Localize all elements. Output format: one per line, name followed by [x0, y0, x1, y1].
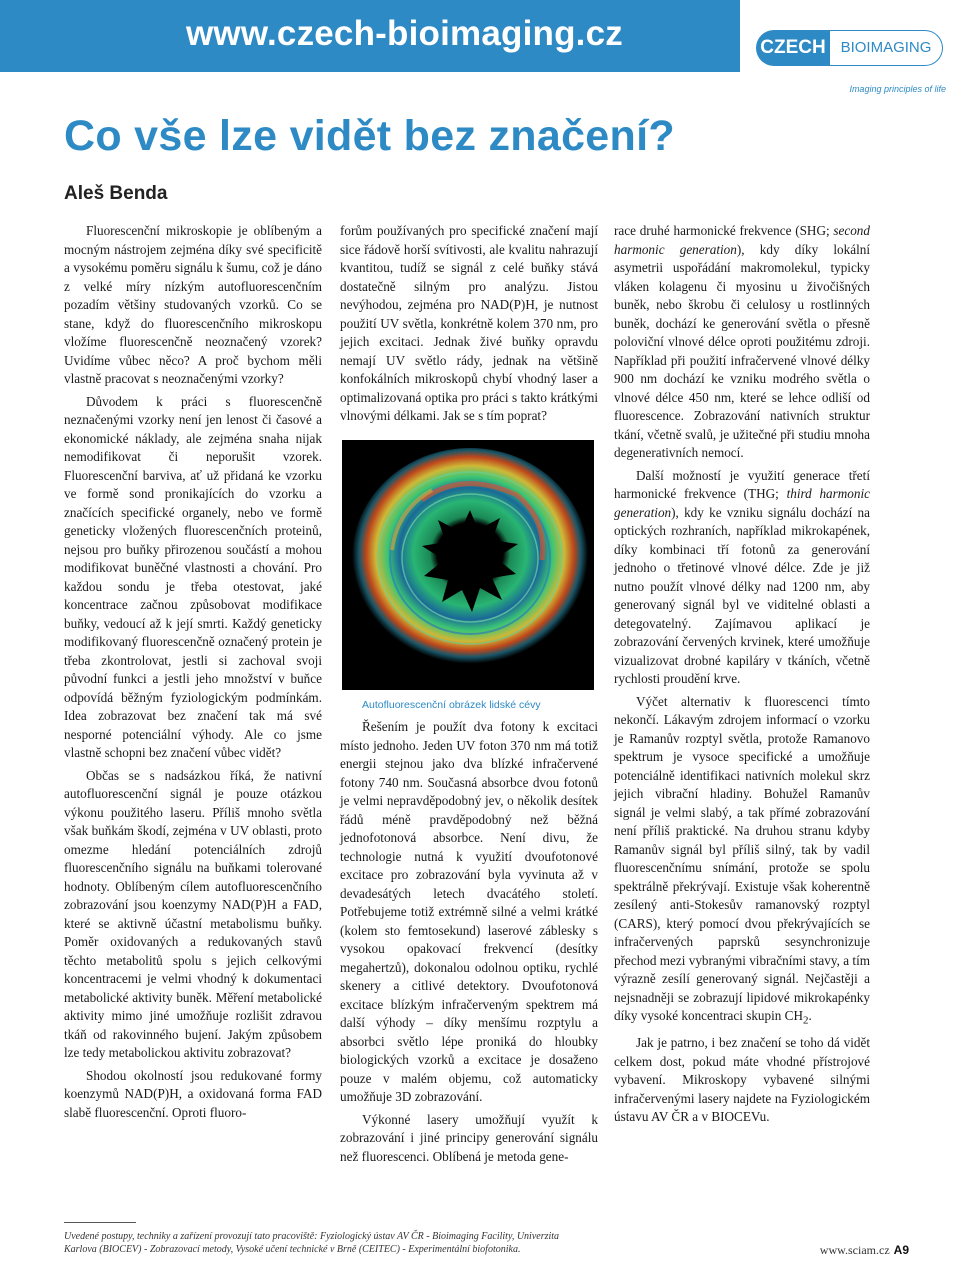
footnote: Uvedené postupy, techniky a zařízení provozují tato pracoviště: Fyziologický ústav AV ČR - Bioimaging Facility, Univerzita Karlova (BIOCEV) - Zobrazovací metody, Vysoké učení technické v Brně (CEITEC) - Experimentální biofotonika. [64, 1231, 560, 1255]
paragraph: Výčet alternativ k fluorescenci tímto nekončí. Lákavým zdrojem informací o vzorku je Ramanův rozptyl světla, protože Ramanovo spektrum je vysoce specifické a umožňuje potenciálně identifikaci nativních molekul skrz jejich vibrační hladiny. Bohužel Ramanův signál je velmi slabý, a tak přímé zobrazování není příliš praktické. Na druhou stranu kdyby Ramanův signál byl příliš silný, tak by vadil fluorescenčnímu snímání, protože se spolu spektrálně překrývají. Existuje však koherentně zesílený anti-Stokesův ramanovský rozptyl (CARS), který pomocí dvou překrývajících se infračervených paprsků sesynchronizuje přechod mezi vybranými vibračními stavy, a tím výrazně zesílí generovaný signál. Nejčastěji a nejsnadněji se zobrazují lipidové mikrokapénky díky vysoké koncentraci skupin $CH_2$. [614, 693, 870, 1027]
paragraph: Řešením je použít dva fotony k excitaci místo jednoho. Jeden UV foton 370 nm má totiž energii stejnou jako dva blízké infračervené fotony 740 nm. Současná absorbce dvou fotonů je velmi nepravděpodobný jev, o několik desítek řádů méně pravděpodobný než běžná jednofotonová absorbce. Není divu, že technologie nutná k využití dvoufotonové excitace pro zobrazování byla vyvinuta až v devadesátých letech dvacátého století. Potřebujeme totiž extrémně silné a velmi krátké (kolem sto femtosekund) laserové záblesky s vysokou opakovací frekvencí (desítky megahertzů), dokonalou odolnou optiku, rychlé skenery a citlivé detektory. Dvoufotonová excitace blízkým infračerveným spektrem má další výhody – díky menšímu rozptylu a absorbci světlo lépe proniká do hloubky biologických vzorků a excitace je dosaženo pouze v malém objemu, což automaticky umožňuje 3D zobrazování. [340, 719, 598, 1104]
footnote-divider [64, 1222, 136, 1223]
footer-site-link[interactable]: www.sciam.cz [819, 1243, 890, 1257]
paragraph: Fluorescenční mikroskopie je oblíbeným a mocným nástrojem zejména díky své specificitě a vysokému poměru signálu k šumu, což je dáno z velké míry nízkým autofluorescenčním pozadím většiny studovaných vzorků. Co se stane, když do fluorescenčního mikroskopu vložíme fluorescenčně neoznačený vzorek? Uvidíme vůbec něco? A proč bychom měli vlastně pracovat s neoznačenými vzorky? [64, 223, 322, 386]
column-3 [614, 222, 870, 1127]
paragraph: forům používaných pro specifické značení mají sice řádově horší svítivosti, ale kvalitu nahrazují kvantitou, tudíž se signál z celé buňky stává dostatečně silným pro analýzu. Jistou nevýhodou, zejména pro NAD(P)H, je nutnost použití UV světla, konkrétně kolem 370 nm, pro jejich excitaci. Jednak živé buňky opravdu nemají UV světlo rády, jednak na většině konfokálních mikroskopů chybí vhodný laser a optimalizovaná optika pro práci s takto krátkými vlnovými délkami. Jak se s tím poprat? [340, 223, 598, 423]
article-author: Aleš Benda [64, 183, 168, 204]
page-number: A9 [893, 1243, 909, 1257]
paragraph: Jak je patrno, i bez značení se toho dá vidět celkem dost, pokud máte vhodné přístrojové vybavení. Mikroskopy vybavené silnými infračervenými lasery najdete na Fyziologickém ústavu AV ČR a v BIOCEVu. [614, 1035, 870, 1125]
paragraph: Výkonné lasery umožňují využít k zobrazování i jiné principy generování signálu než fluorescenci. Oblíbená je metoda gene- [340, 1111, 598, 1164]
figure-caption: Autofluorescenční obrázek lidské cévy [362, 698, 541, 711]
paragraph: Důvodem k práci s fluorescenčně neznačenými vzorky není jen lenost či časové a ekonomické náklady, ale zejména snaha nijak nemodifikovat či neporušit vzorek. Fluorescenční barviva, ať už přidaná ke vzorku ve formě sond pronikajících do vzorku a značících specifické organely, nebo ve formě geneticky vložených fluorescenčních proteinů, nejsou pro buňky přirozenou součástí a mohou modifikovat buněčné vlastnosti a chování. Pro každou sondu je třeba otestovat, jaké koncentrace začnou způsobovat modifikace buňky, vedoucí až k její smrti. Každý geneticky modifikovaný fluorescenčně označený protein je třeba zkontrolovat, jestli si zachoval svoji původní funkci a jestli jeho množství v buňce odpovídá běžným fyziologickým podmínkám. Idea zobrazovat bez značení tak má své nesporné potenciální výhody. Ale co jsme vlastně schopni bez značení vůbec vidět? [64, 393, 322, 760]
paragraph: Shodou okolností jsou redukované formy koenzymů NAD(P)H, a oxidovaná forma FAD slabě fluorescenční. Oproti fluoro- [64, 1067, 322, 1120]
logo-czech-text: CZECH [756, 30, 830, 66]
logo-bioimaging-text: BIOIMAGING [830, 30, 943, 66]
website-url[interactable]: www.czech-bioimaging.cz [186, 14, 623, 53]
paragraph: Další možností je využití generace třetí harmonické frekvence (THG; third harmonic generation), kdy ke vzniku signálu dochází na optických rozhraních, například mikrokapének, díky kombinaci tří fotonů za generování jednoho o třetinové vlnové délce. Zde je již nutno použít vlnové délky nad 1200 nm, aby generovaný signál byl ve viditelné oblasti a detegovatelný. Zajímavou aplikací je zobrazování červených krvinek, které umožňuje vizualizovat drobné kapiláry v tkáních, včetně rychlosti proudění krve. [614, 467, 870, 686]
page-footer [820, 1243, 909, 1258]
paragraph: race druhé harmonické frekvence (SHG; second harmonic generation), kdy díky lokální asymetrii uspořádání makromolekul, typicky vláken kolagenu či myosinu u živočišných buněk, nebo škrobu či celulosy u rostlinných buněk, dochází ke generování světla o přesně poloviční vlnové délce oproti použitému zdroji. Například při použití infračervené vlnové délky 900 nm dochází ke vzniku modrého světla o vlnové délce 450 nm, které se lehce odliší od fluorescence. Zobrazování nativních struktur tkání, včetně svalů, je užitečné při studiu mnoha degenerativních nemocí. [614, 223, 870, 460]
column-2 [340, 222, 598, 1166]
logo-tagline: Imaging principles of life [849, 84, 946, 94]
header-banner [0, 0, 740, 72]
vessel-illustration [342, 440, 594, 690]
blood-vessel-autofluorescence-image [342, 440, 594, 690]
czech-bioimaging-logo [756, 20, 946, 100]
paragraph: Občas se s nadsázkou říká, že nativní autofluorescenční signál je pouze otázkou výkonu použitého laseru. Příliš mnoho světla však buňkám škodí, zejména v UV oblasti, proto omezme hledání potenciálních zdrojů fluorescenčního signálu na buňkami tolerované hodnoty. Oblíbeným cílem autofluorescenčního zobrazování jsou koenzymy NAD(P)H a FAD, které se aktivně účastní metabolismu buňky. Poměr oxidovaných a redukovaných stavů těchto metabolitů spolu s jejich celkovými koncentracemi je velmi vhodný k dokumentaci metabolické aktivity buněk. Měření metabolické aktivity mimo jiné umožňuje rozlišit zdravou tkáň od rakovinného bujení. Jakým způsobem lze tedy metabolickou aktivitu zobrazovat? [64, 767, 322, 1060]
logo-mark [756, 30, 946, 66]
column-1 [64, 222, 322, 1122]
article-title: Co vše lze vidět bez značení? [64, 112, 675, 160]
